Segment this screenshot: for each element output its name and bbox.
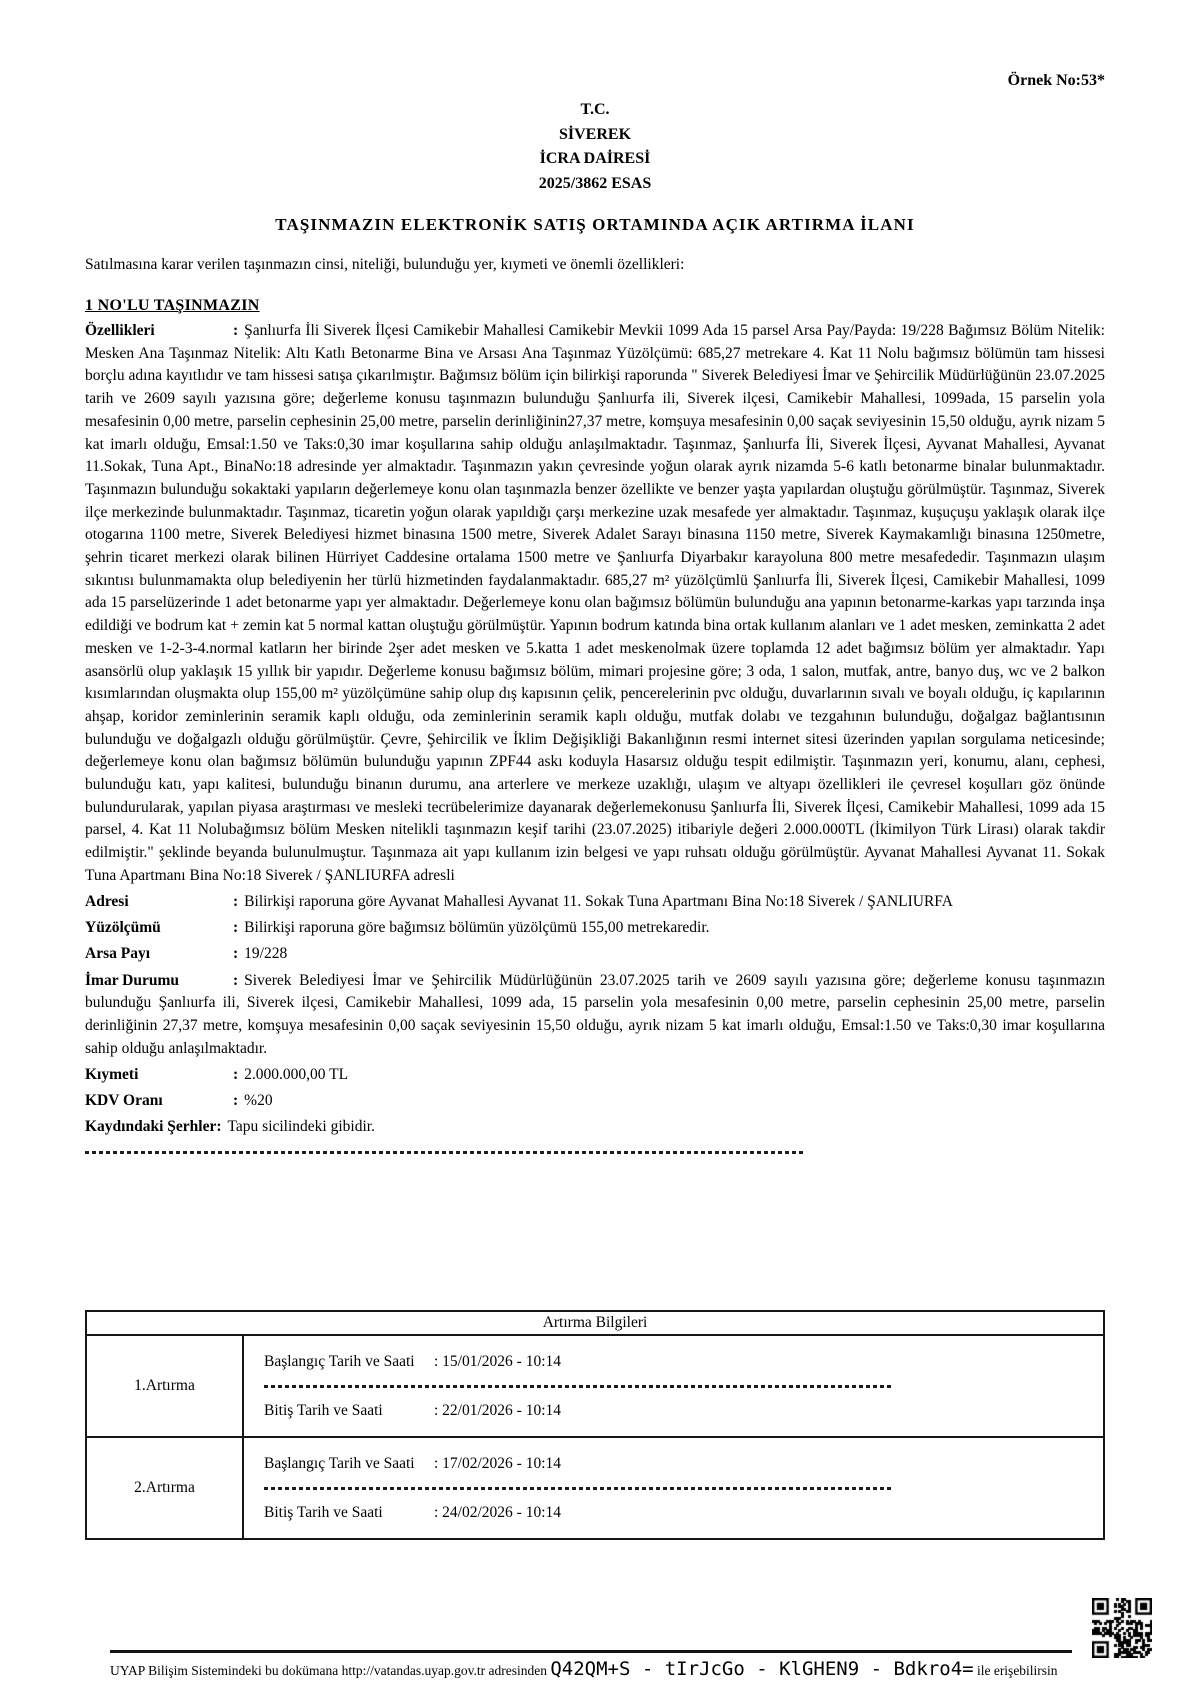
auction-table [85,1310,1105,1540]
field-colon: : [216,1118,222,1136]
court-header-line-tc: T.C. [580,101,610,118]
field-yuzolcumu [85,917,1105,940]
start-time-label: Başlangıç Tarih ve Saati [264,1352,415,1370]
field-label: İmar Durumu [85,971,180,989]
start-time-value: : 15/01/2026 - 10:14 [434,1352,562,1370]
round-name: 2.Artırma [86,1437,243,1539]
field-label: KDV Oranı [85,1092,163,1110]
field-label: Yüzölçümü [85,919,161,937]
field-value: Bilirkişi raporuna göre Ayvanat Mahallesi Ayvanat 11. Sokak Tuna Apartmanı Bina No:18 Siverek / ŞANLIURFA [244,893,953,911]
footer-access-code: Q42QM+S - tIrJcGo - KlGHEN9 - Bdkro4= [550,1658,974,1680]
field-colon: : [233,971,239,989]
field-value: Tapu sicilindeki gibidir. [227,1118,375,1136]
court-header-line-city: SİVEREK [558,125,632,143]
field-arsa-payi [85,943,1105,966]
field-kdv-orani [85,1090,1105,1113]
table-row-auction-2 [86,1437,1104,1539]
field-label: Özellikleri [85,322,155,339]
round-times [243,1437,1104,1539]
field-colon: : [233,1092,239,1110]
field-label: Kıymeti [85,1066,139,1083]
footer-prefix: UYAP Bilişim Sistemindeki bu dokümana http://vatandas.uyap.gov.tr adresinden [110,1663,547,1678]
field-label: Kaydındaki Şerhler [85,1118,217,1136]
footer [110,1656,1190,1683]
field-value: Bilirkişi raporuna göre bağımsız bölümün yüzölçümü 155,00 metrekaredir. [244,919,710,937]
field-ozellikleri [85,320,1105,888]
field-colon: : [233,945,239,963]
field-value: Siverek Belediyesi İmar ve Şehircilik Müdürlüğünün 23.07.2025 tarih ve 2609 sayılı yazısına göre; değerleme konusu taşınmazın bulunduğu Şanlıurfa ili, Siverek ilçesi, Camikebir Mahallesi, 1099 ada, 15 parselin yola mesafesinin 0,00 metre, parselin cephesinin 25,00 metre, parselin derinliğinin 27,37 metre, komşuya mesafesinin 0,00 saçak seviyesinin 15,50 olduğu, ayrık nizam 5 kat imarlı olduğu, Emsal:1.50 ve Taks:0,30 imar koşullarına sahip olduğu anlaşılmaktadır. [85,971,1105,1057]
start-time-line [264,1351,1103,1373]
auction-table-header-row [86,1311,1104,1335]
field-colon: : [233,322,239,339]
dashed-divider [264,1487,894,1490]
section-heading: 1 NO'LU TAŞINMAZIN [85,297,260,314]
start-time-line [264,1453,1103,1475]
court-header [85,98,1105,196]
dashed-separator [85,1151,805,1154]
round-times [243,1335,1104,1437]
field-label: Arsa Payı [85,945,151,963]
field-label: Adresi [85,893,129,911]
intro-line: Satılmasına karar verilen taşınmazın cinsi, niteliği, bulunduğu yer, kıymeti ve önemli özellikleri: [85,256,685,273]
field-kiymeti [85,1064,1105,1087]
end-time-value: : 24/02/2026 - 10:14 [434,1503,562,1521]
field-value: %20 [244,1092,273,1110]
field-imar-durumu [85,970,1105,1061]
field-value: Şanlıurfa İli Siverek İlçesi Camikebir Mahallesi Camikebir Mevkii 1099 Ada 15 parsel Arsa Pay/Payda: 19/228 Bağımsız Bölüm Nitelik: Mesken Ana Taşınmaz Nitelik: Altı Katlı Betonarme Bina ve Arsası Ana Taşınmaz Yüzölçümü: 685,27 metrekare 4. Kat 11 Nolu bağımsız bölümün tam hissesi borçlu adına kayıtlıdır ve tam hissesi satışa çıkarılmıştır. Bağımsız bölüm için bilirkişi raporunda " Siverek Belediyesi İmar ve Şehircilik Müdürlüğünün 23.07.2025 tarih ve 2609 sayılı yazısına göre; değerleme konusu taşınmazın bulunduğu Şanlıurfa ili, Siverek ilçesi, Camikebir Mahallesi, 1099ada, 15 parselin yola mesafesinin 0,00 metre, parselin cephesinin 25,00 metre, parselin derinliğinin27,37 metre, komşuya mesafesinin 0,00 saçak seviyesinin 15,50 olduğu, ayrık nizam 5 kat imarlı olduğu, Emsal:1.50 ve Taks:0,30 imar koşullarına sahip olduğu anlaşılmaktadır. Taşınmaz, Şanlıurfa İli, Siverek İlçesi, Ayvanat Mahallesi, Ayvanat 11.Sokak, Tuna Apt., BinaNo:18 adresinde yer almaktadır. Taşınmazın yakın çevresinde yoğun olarak ayrık nizamda 5-6 katlı betonarme binalar bulunmaktadır. Taşınmazın bulunduğu sokaktaki yapıların değerlemeye konu olan taşınmazla benzer özellikte ve benzer yaşta yapılardan oluştuğu görülmüştür. Taşınmaz, Siverek ilçe merkezinde bulunmaktadır. Taşınmaz, ticaretin yoğun olarak yapıldığı çarşı merkezine uzak mesafede yer almaktadır. Taşınmaz, kuşuçuşu yaklaşık olarak ilçe otogarına 1100 metre, Siverek Belediyesi hizmet binasına 1500 metre, Siverek Adalet Sarayı binasına 1150 metre, Siverek Kaymakamlığı binasına 1250metre, şehrin ticaret merkezi olarak bilinen Hürriyet Caddesine ortalama 1500 metre ve Şanlıurfa Diyarbakır karayoluna 800 metre mesafededir. Taşınmazın ulaşım sıkıntısı bulunmamakta olup belediyenin her türlü hizmetinden faydalanmaktadır. 685,27 m² yüzölçümlü Şanlıurfa İli, Siverek İlçesi, Camikebir Mahallesi, 1099 ada 15 parselüzerinde 1 adet betonarme yapı yer almaktadır. Değerlemeye konu olan bağımsız bölümün bulunduğu ana yapının betonarme-karkas yapı tarzında inşa edildiği ve bodrum kat + zemin kat 5 normal kattan oluştuğu görülmüştür. Yapının bodrum katında bina ortak kullanım alanları ve 1 adet mesken, zeminkatta 2 adet mesken ve 1-2-3-4.normal katların her birinde 2şer adet mesken ve 5.katta 1 adet meskenolmak üzere toplamda 12 adet bağımsız bölüm yer almaktadır. Yapı asansörlü olup yaklaşık 15 yıllık bir yapıdır. Değerleme konusu bağımsız bölüm, mimari projesine göre; 3 oda, 1 salon, mutfak, antre, banyo duş, wc ve 2 balkon kısımlarından oluşmakta olup 155,00 m² yüzölçümüne sahip olup dış kapısının çelik, pencerelerinin pvc olduğu, duvarlarının sıvalı ve boyalı olduğu, iç kapılarının ahşap, koridor zeminlerinin seramik kaplı olduğu, oda zeminlerinin seramik kaplı olduğu, mutfak dolabı ve tezgahının bulunduğu, doğalgaz bağlantısının bulunduğu ve doğalgazlı olduğu görülmüştür. Çevre, Şehircilik ve İklim Değişikliği Bakanlığının resmi internet sitesi üzerinden yapılan sorgulama neticesinde; değerlemeye konu olan bağımsız bölümün bulunduğu yapının ZPF44 askı koduyla Hasarsız olduğu tespit edilmiştir. Taşınmazın yeri, konumu, alanı, cephesi, bulunduğu katı, yapı kalitesi, bulunduğu binanın durumu, ana arterlere ve merkeze uzaklığı, ulaşım ve altyapı özellikleri ile çevresel koşulları göz önünde bulundurularak, yapılan piyasa araştırması ve mesleki tecrübelerimize dayanarak değerlemekonusu Şanlıurfa İli, Siverek İlçesi, Camikebir Mahallesi, 1099 ada 15 parsel, 4. Kat 11 Nolubağımsız bölüm Mesken nitelikli taşınmazın keşif tarihi (23.07.2025) itibariyle değeri 2.000.000TL (İkimilyon Türk Lirası) olarak takdir edilmiştir." şeklinde beyanda bulunulmuştur. Taşınmaza ait yapı kullanım izin belgesi ve yapı ruhsatı olduğu görülmüştür. Ayvanat Mahallesi Ayvanat 11. Sokak Tuna Apartmanı Bina No:18 Siverek / ŞANLIURFA adresli [85,322,1105,884]
document-title: TAŞINMAZIN ELEKTRONİK SATIŞ ORTAMINDA AÇIK ARTIRMA İLANI [275,215,915,234]
table-row-auction-1 [86,1335,1104,1437]
field-value: 2.000.000,00 TL [244,1066,349,1083]
qr-code [1092,1598,1152,1658]
end-time-label: Bitiş Tarih ve Saati [264,1503,383,1521]
start-time-label: Başlangıç Tarih ve Saati [264,1454,415,1472]
dashed-divider [264,1385,894,1388]
court-header-line-office: İCRA DAİRESİ [539,150,651,167]
auction-table-title: Artırma Bilgileri [86,1311,1104,1335]
footer-rule [110,1650,1072,1653]
court-header-line-case: 2025/3862 ESAS [538,174,652,192]
start-time-value: : 17/02/2026 - 10:14 [434,1454,562,1472]
field-adresi [85,891,1105,914]
field-value: 19/228 [244,945,288,963]
round-name: 1.Artırma [86,1335,243,1437]
field-kaydindaki-serhler [85,1116,1105,1139]
field-colon: : [233,1066,239,1083]
end-time-label: Bitiş Tarih ve Saati [264,1401,383,1419]
ornek-no: Örnek No:53* [1007,72,1105,89]
end-time-line [264,1502,1103,1524]
end-time-line [264,1400,1103,1422]
field-colon: : [233,919,239,937]
end-time-value: : 22/01/2026 - 10:14 [434,1401,562,1419]
footer-suffix: ile erişebilirsin [976,1663,1058,1678]
field-colon: : [233,893,239,911]
